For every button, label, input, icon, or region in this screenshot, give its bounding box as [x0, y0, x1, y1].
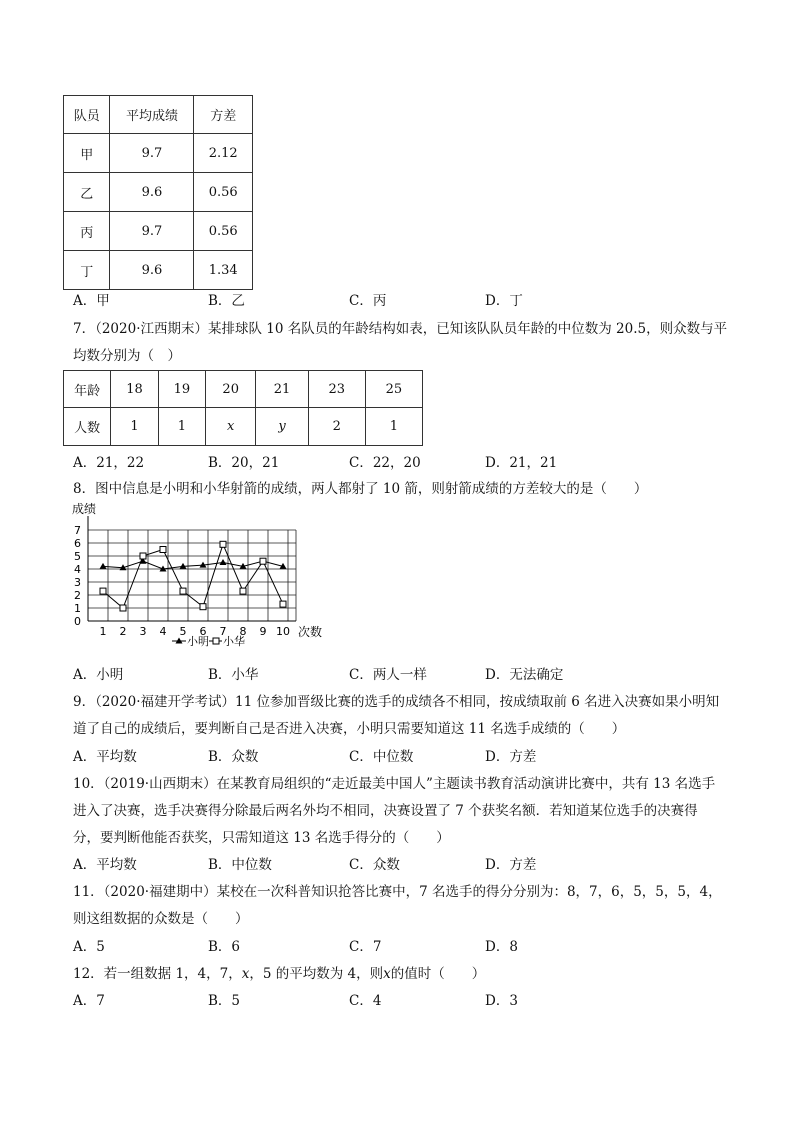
x-tick-label: 6	[199, 625, 207, 638]
y-tick-label: 6	[74, 537, 81, 550]
q7-option-b[interactable]: B．20，21	[208, 455, 280, 471]
q6-cell: 甲	[64, 134, 110, 173]
point-xiaohua	[260, 558, 266, 564]
q6-cell: 2.12	[194, 134, 253, 173]
q7-cell: 23	[308, 371, 365, 408]
q8-option-a[interactable]: A．小明	[73, 667, 124, 683]
q7-cell: 人数	[64, 408, 111, 446]
y-axis-label: 成绩	[72, 502, 97, 516]
q10-option-a[interactable]: A．平均数	[73, 857, 137, 873]
q11-option-b[interactable]: B．6	[208, 939, 241, 955]
q7-cell: 20	[206, 371, 256, 408]
legend-label-xiaoming: 小明	[187, 635, 209, 648]
y-tick-label: 1	[74, 602, 81, 615]
q7-cell: 1	[158, 408, 205, 446]
q10-stem-line3: 分，要判断他能否获奖，只需知道这 13 名选手得分的（ ）	[73, 830, 450, 846]
y-tick-label: 0	[74, 615, 81, 628]
y-tick-labels	[74, 524, 81, 628]
x-tick-label: 9	[259, 625, 267, 638]
legend-label-xiaohua: 小华	[223, 635, 245, 648]
q10-option-d[interactable]: D．方差	[485, 857, 537, 873]
q9-stem-line1: 9．（2020·福建开学考试）11 位参加晋级比赛的选手的成绩各不相同，按成绩取前 6 名进入决赛如果小明知	[73, 694, 720, 710]
q7-cell: 年龄	[64, 371, 111, 408]
q11-option-c[interactable]: C．7	[349, 939, 382, 955]
y-tick-label: 7	[74, 524, 81, 537]
x-tick-label: 3	[139, 625, 147, 638]
q11-stem-line1: 11．（2020·福建期中）某校在一次科普知识抢答比赛中，7 名选手的得分分别为：8，7，6，5，5，5，4，	[73, 884, 722, 900]
x-tick-label: 10	[276, 625, 290, 638]
q7-stem-line1: 7．（2020·江西期末）某排球队 10 名队员的年龄结构如表，已知该队队员年龄的中位数为 20.5，则众数与平	[73, 321, 728, 337]
q7-cell: 25	[365, 371, 422, 408]
q12-stem-line1	[73, 962, 485, 982]
q9-stem-line2: 道了自己的成绩后，要判断自己是否进入决赛，小明只需要知道这 11 名选手成绩的（ ）	[73, 721, 626, 737]
q6-option-b[interactable]: B．乙	[208, 293, 245, 309]
q6-cell: 9.7	[110, 212, 194, 251]
q7-cell: 1	[111, 408, 158, 446]
q6-option-a[interactable]: A．甲	[73, 293, 110, 309]
q8-option-d[interactable]: D．无法确定	[485, 667, 564, 683]
q12-variable-x-2: x	[383, 966, 391, 982]
point-xiaohua	[160, 547, 166, 553]
q7-cell-y: y	[256, 408, 308, 446]
q6-cell: 1.34	[194, 251, 253, 290]
x-tick-label: 5	[179, 625, 187, 638]
point-xiaoming	[100, 563, 107, 569]
point-xiaohua	[200, 604, 206, 610]
q7-cell: 2	[308, 408, 365, 446]
q10-option-b[interactable]: B．中位数	[208, 857, 272, 873]
q11-stem-line2: 则这组数据的众数是（ ）	[73, 911, 249, 927]
q7-cell-x: x	[206, 408, 256, 446]
q7-option-c[interactable]: C．22，20	[349, 455, 421, 471]
q9-option-c[interactable]: C．中位数	[349, 749, 414, 765]
q6-header-variance: 方差	[194, 96, 253, 134]
series-xiaoming	[100, 558, 287, 572]
q7-option-a[interactable]: A．21，22	[73, 455, 145, 471]
q12-stem-part-c: 的值时（ ）	[390, 966, 486, 982]
x-tick-label: 1	[99, 625, 107, 638]
q7-cell: 21	[256, 371, 308, 408]
y-tick-label: 2	[74, 589, 81, 602]
x-tick-label: 4	[159, 625, 167, 638]
point-xiaohua	[120, 605, 126, 611]
x-axis-label: 次数	[298, 625, 323, 639]
q12-stem-part-b: ，5 的平均数为 4，则	[249, 966, 384, 982]
q7-cell: 19	[158, 371, 205, 408]
q8-stem-line1: 8．图中信息是小明和小华射箭的成绩，两人都射了 10 箭，则射箭成绩的方差较大的是（ ）	[73, 481, 648, 497]
q7-cell: 1	[365, 408, 422, 446]
q8-option-c[interactable]: C．两人一样	[349, 667, 427, 683]
q6-cell: 丁	[64, 251, 110, 290]
point-xiaohua	[280, 601, 286, 607]
q6-cell: 乙	[64, 173, 110, 212]
q12-option-a[interactable]: A．7	[73, 993, 105, 1009]
q6-option-d[interactable]: D．丁	[485, 293, 523, 309]
q12-variable-x: x	[241, 966, 250, 982]
point-xiaohua	[240, 588, 246, 594]
q6-cell: 0.56	[194, 212, 253, 251]
q12-option-c[interactable]: C．4	[349, 993, 382, 1009]
q7-stem-line2: 均数分别为（ ）	[73, 348, 181, 364]
q7-cell: 18	[111, 371, 158, 408]
series-line-xiaohua	[103, 544, 283, 608]
y-tick-label: 4	[74, 563, 81, 576]
q12-option-b[interactable]: B．5	[208, 993, 241, 1009]
q6-header-member: 队员	[64, 96, 110, 134]
q10-option-c[interactable]: C．众数	[349, 857, 400, 873]
q6-table	[63, 95, 253, 290]
point-xiaohua	[180, 588, 186, 594]
series-line-xiaoming	[103, 561, 283, 569]
point-xiaoming	[220, 559, 227, 565]
y-tick-label: 3	[74, 576, 81, 589]
x-tick-label: 2	[119, 625, 127, 638]
q6-cell: 0.56	[194, 173, 253, 212]
q7-option-d[interactable]: D．21，21	[485, 455, 558, 471]
q6-cell: 9.6	[110, 251, 194, 290]
legend-marker-xiaohua	[213, 638, 219, 644]
q6-header-average: 平均成绩	[110, 96, 194, 134]
q12-option-d[interactable]: D．3	[485, 993, 518, 1009]
point-xiaohua	[220, 541, 226, 547]
x-tick-label: 8	[239, 625, 247, 638]
q10-stem-line1: 10．（2019·山西期末）在某教育局组织的“走近最美中国人”主题读书教育活动演讲比赛中，共有 13 名选手	[73, 776, 716, 792]
q9-option-b[interactable]: B．众数	[208, 749, 259, 765]
x-tick-label: 7	[219, 625, 227, 638]
q11-option-d[interactable]: D．8	[485, 939, 518, 955]
q6-cell: 9.7	[110, 134, 194, 173]
q9-option-a[interactable]: A．平均数	[73, 749, 137, 765]
q6-cell: 丙	[64, 212, 110, 251]
q6-cell: 9.6	[110, 173, 194, 212]
chart-grid	[88, 530, 296, 621]
point-xiaohua	[140, 553, 146, 559]
q6-option-c[interactable]: C．丙	[349, 293, 387, 309]
q10-stem-line2: 进入了决赛，选手决赛得分除最后两名外均不相同，决赛设置了 7 个获奖名额．若知道某位选手的决赛得	[73, 803, 698, 819]
q11-option-a[interactable]: A．5	[73, 939, 105, 955]
score-line-chart	[60, 498, 340, 658]
q8-option-b[interactable]: B．小华	[208, 667, 259, 683]
q12-stem-part-a: 12．若一组数据 1，4，7，	[73, 966, 242, 982]
y-tick-label: 5	[74, 550, 81, 563]
q7-table	[63, 370, 423, 446]
point-xiaohua	[100, 588, 106, 594]
q9-option-d[interactable]: D．方差	[485, 749, 537, 765]
